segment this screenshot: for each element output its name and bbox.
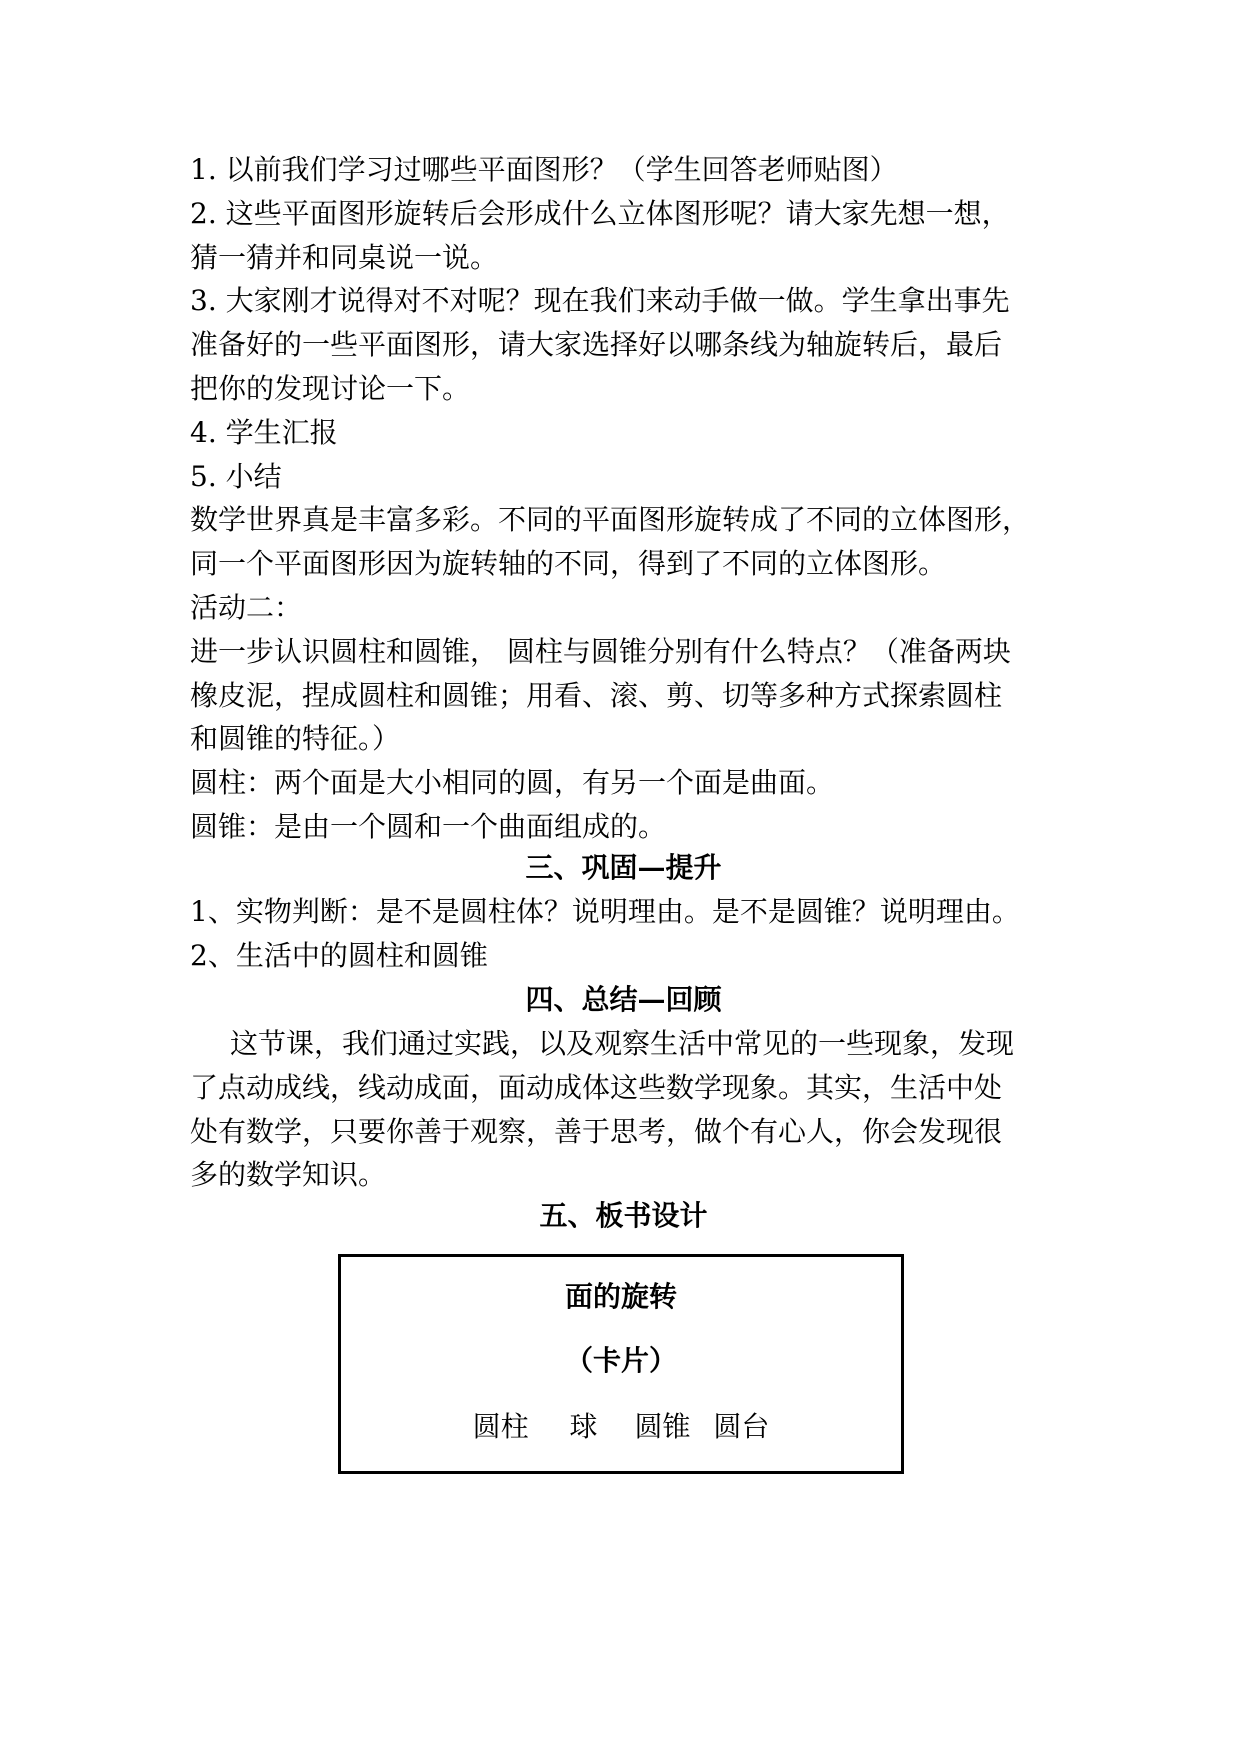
text-line: 了点动成线，线动成面，面动成体这些数学现象。其实，生活中处 (190, 1070, 1003, 1104)
text-line: 圆柱：两个面是大小相同的圆，有另一个面是曲面。 (190, 766, 835, 800)
text-line: 2. 这些平面图形旋转后会形成什么立体图形呢？请大家先想一想， (190, 196, 1010, 230)
text-line: 多的数学知识。 (190, 1158, 387, 1192)
shape-label: 圆锥 (634, 1410, 691, 1443)
board-title: 面的旋转 (564, 1280, 677, 1313)
text-line: 猜一猜并和同桌说一说。 (190, 240, 499, 274)
board-subtitle: （卡片） (564, 1344, 677, 1377)
text-line: 把你的发现讨论一下。 (190, 371, 471, 405)
shape-label: 圆柱 (472, 1410, 529, 1443)
blackboard-design-box (338, 1254, 904, 1474)
text-line: 圆锥：是由一个圆和一个曲面组成的。 (190, 809, 667, 843)
board-shapes (341, 1407, 901, 1447)
text-line: 1. 以前我们学习过哪些平面图形？（学生回答老师贴图） (190, 153, 898, 186)
text-line: 这节课，我们通过实践，以及观察生活中常见的一些现象，发现 (230, 1027, 1015, 1060)
text-line: 橡皮泥，捏成圆柱和圆锥；用看、滚、剪、切等多种方式探索圆柱 (190, 678, 1003, 712)
text-line: 准备好的一些平面图形，请大家选择好以哪条线为轴旋转后，最后 (190, 328, 1003, 362)
text-line: 数学世界真是丰富多彩。不同的平面图形旋转成了不同的立体图形， (190, 503, 1031, 537)
section-heading: 四、总结—回顾 (525, 983, 722, 1016)
section-heading: 五、板书设计 (539, 1199, 708, 1232)
shape-label: 圆台 (713, 1410, 770, 1443)
text-line: 3. 大家刚才说得对不对呢？现在我们来动手做一做。学生拿出事先 (190, 284, 1010, 318)
text-line: 和圆锥的特征。） (190, 722, 401, 756)
text-line: 4. 学生汇报 (190, 415, 338, 449)
section-body (190, 890, 1070, 978)
text-line: 进一步认识圆柱和圆锥， 圆柱与圆锥分别有什么特点？（准备两块 (190, 634, 1011, 668)
lesson-steps (190, 148, 1070, 849)
text-line: 活动二： (190, 590, 303, 624)
shape-label: 球 (569, 1410, 598, 1443)
text-line: 处有数学，只要你善于观察，善于思考，做个有心人，你会发现很 (190, 1114, 1003, 1148)
section-heading: 三、巩固—提升 (525, 851, 722, 884)
text-line: 同一个平面图形因为旋转轴的不同，得到了不同的立体图形。 (190, 547, 947, 581)
section-body (190, 1022, 1070, 1197)
text-line: 2、生活中的圆柱和圆锥 (190, 938, 488, 972)
text-line: 1、实物判断：是不是圆柱体？说明理由。是不是圆锥？说明理由。 (190, 895, 1020, 928)
text-line: 5. 小结 (190, 459, 282, 493)
